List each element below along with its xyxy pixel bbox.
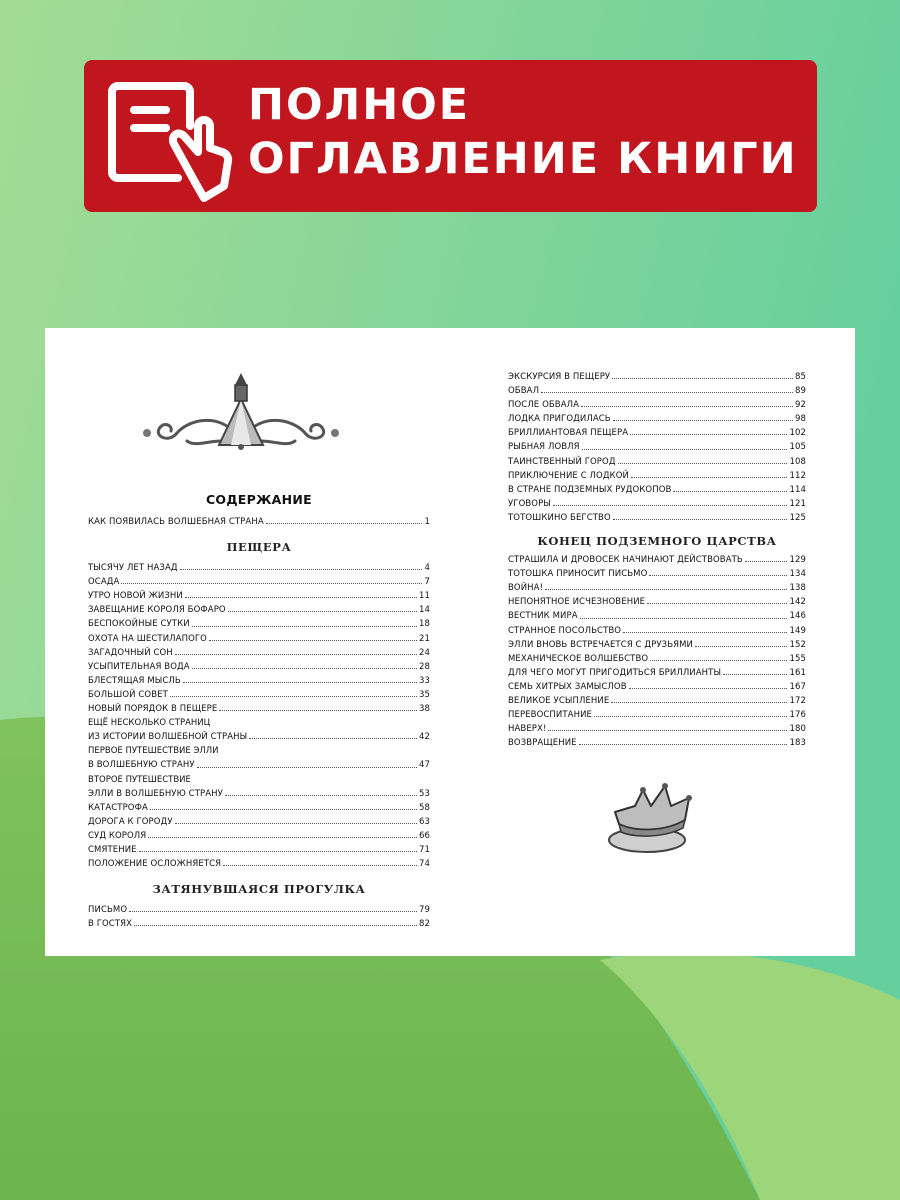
toc-entry-title: ТОТОШКА ПРИНОСИТ ПИСЬМО xyxy=(508,569,648,580)
toc-entry-title: БРИЛЛИАНТОВАЯ ПЕЩЕРА xyxy=(508,428,629,439)
toc-entry-page: 152 xyxy=(789,639,806,650)
toc-entry-title: УТРО НОВОЙ ЖИЗНИ xyxy=(88,591,183,602)
toc-entry-page: 24 xyxy=(418,647,430,658)
toc-entry[interactable] xyxy=(88,843,430,857)
toc-entry[interactable] xyxy=(88,688,430,702)
toc-entry-line: ВТОРОЕ ПУТЕШЕСТВИЕ xyxy=(88,774,191,785)
toc-entry-title: ТОТОШКИНО БЕГСТВО xyxy=(508,512,611,523)
toc-leader-dots xyxy=(180,569,423,570)
toc-entry-title: НОВЫЙ ПОРЯДОК В ПЕЩЕРЕ xyxy=(88,704,218,715)
toc-entry[interactable] xyxy=(88,674,430,688)
toc-entry[interactable] xyxy=(508,624,806,638)
toc-right-column xyxy=(508,370,806,750)
toc-leader-dots xyxy=(249,738,417,739)
toc-entry-title: ВОЗВРАЩЕНИЕ xyxy=(508,738,577,749)
toc-leader-dots xyxy=(649,575,787,576)
toc-entry[interactable] xyxy=(508,497,806,511)
toc-entry-page: 4 xyxy=(424,563,430,574)
toc-entry-page: 11 xyxy=(418,591,430,602)
toc-entry-page: 21 xyxy=(418,633,430,644)
toc-entry-page: 58 xyxy=(418,802,430,813)
toc-entry-page: 47 xyxy=(418,760,430,771)
toc-entry-page: 28 xyxy=(418,661,430,672)
toc-entry-page: 85 xyxy=(794,372,806,382)
toc-leader-dots xyxy=(673,491,787,492)
toc-entry-page: 105 xyxy=(789,442,806,453)
toc-intro xyxy=(88,515,430,529)
toc-leader-dots xyxy=(150,809,417,810)
toc-entry-page: 102 xyxy=(789,428,806,439)
toc-entry-page: 74 xyxy=(418,859,430,870)
toc-entry-page: 112 xyxy=(789,470,806,481)
toc-entry-page: 142 xyxy=(789,597,806,608)
toc-leader-dots xyxy=(582,449,788,450)
toc-entry[interactable] xyxy=(88,617,430,631)
toc-leader-dots xyxy=(223,865,417,866)
toc-leader-dots xyxy=(225,795,417,796)
toc-entry[interactable] xyxy=(508,398,806,412)
toc-entry-title: ОБВАЛ xyxy=(508,386,540,397)
toc-entry[interactable] xyxy=(88,787,430,801)
toc-entry[interactable] xyxy=(508,440,806,454)
toc-entry-page: 146 xyxy=(789,611,806,622)
toc-entry-title: БЕСПОКОЙНЫЕ СУТКИ xyxy=(88,619,190,630)
toc-entry[interactable] xyxy=(508,412,806,426)
section-title: ПЕЩЕРА xyxy=(226,540,292,555)
toc-entry[interactable] xyxy=(88,603,430,617)
toc-entry-title: ПОСЛЕ ОБВАЛА xyxy=(508,400,580,411)
toc-entry[interactable] xyxy=(508,638,806,652)
toc-leader-dots xyxy=(650,660,787,661)
toc-entry-page: 33 xyxy=(418,675,430,686)
toc-entry-title: ЭКСКУРСИЯ В ПЕЩЕРУ xyxy=(508,372,611,382)
crown-ornament-icon xyxy=(137,371,345,453)
toc-entry[interactable] xyxy=(508,708,806,722)
toc-entry[interactable] xyxy=(88,632,430,646)
toc-entry-title: ЛОДКА ПРИГОДИЛАСЬ xyxy=(508,414,611,425)
toc-entry-title: ВЕСТНИК МИРА xyxy=(508,611,578,622)
toc-entry-title: ТЫСЯЧУ ЛЕТ НАЗАД xyxy=(88,563,178,574)
toc-entry[interactable] xyxy=(88,815,430,829)
toc-entry-title: РЫБНАЯ ЛОВЛЯ xyxy=(508,442,580,453)
toc-entry-title: ПОЛОЖЕНИЕ ОСЛОЖНЯЕТСЯ xyxy=(88,859,222,870)
toc-entry[interactable] xyxy=(508,553,806,567)
book-page xyxy=(45,328,855,956)
toc-leader-dots xyxy=(541,392,793,393)
toc-entry-page: 66 xyxy=(418,830,430,841)
toc-leader-dots xyxy=(192,626,417,627)
toc-leader-dots xyxy=(175,654,417,655)
toc-entry[interactable] xyxy=(88,515,430,529)
toc-entry-page: 79 xyxy=(418,905,430,916)
toc-entry-title: В СТРАНЕ ПОДЗЕМНЫХ РУДОКОПОВ xyxy=(508,484,672,495)
toc-entry-page: 149 xyxy=(789,625,806,636)
toc-entry-title: СМЯТЕНИЕ xyxy=(88,844,137,855)
toc-entry-page: 42 xyxy=(418,732,430,743)
toc-entry-title: УГОВОРЫ xyxy=(508,498,551,509)
fallen-crown-icon xyxy=(605,776,705,858)
toc-entry[interactable] xyxy=(88,829,430,843)
section-title: ЗАТЯНУВШАЯСЯ ПРОГУЛКА xyxy=(152,882,366,897)
toc-entry-title: ВОЙНА! xyxy=(508,583,544,594)
toc-leader-dots xyxy=(612,378,793,379)
toc-leader-dots xyxy=(209,640,417,641)
toc-entry-page: 1 xyxy=(424,517,430,527)
toc-entry-page: 71 xyxy=(418,844,430,855)
toc-leader-dots xyxy=(580,618,788,619)
toc-entry-page: 180 xyxy=(789,724,806,735)
toc-entry-title: МЕХАНИЧЕСКОЕ ВОЛШЕБСТВО xyxy=(508,653,649,664)
toc-leader-dots xyxy=(647,603,787,604)
toc-entry-title: ЭЛЛИ В ВОЛШЕБНУЮ СТРАНУ xyxy=(88,788,223,799)
toc-entry-title: ДЛЯ ЧЕГО МОГУТ ПРИГОДИТЬСЯ БРИЛЛИАНТЫ xyxy=(508,667,722,678)
toc-entry[interactable] xyxy=(508,483,806,497)
toc-entry-line: ПЕРВОЕ ПУТЕШЕСТВИЕ ЭЛЛИ xyxy=(88,746,219,757)
toc-entry[interactable] xyxy=(508,581,806,595)
toc-entry[interactable] xyxy=(88,730,430,744)
toc-entry[interactable] xyxy=(88,702,430,716)
toc-leader-dots xyxy=(618,463,788,464)
toc-entry-page: 14 xyxy=(418,605,430,616)
toc-entry-page: 35 xyxy=(418,689,430,700)
toc-entry[interactable] xyxy=(508,370,806,384)
toc-entry-title: УСЫПИТЕЛЬНАЯ ВОДА xyxy=(88,661,190,672)
toc-leader-dots xyxy=(183,682,417,683)
toc-entry-title: ИЗ ИСТОРИИ ВОЛШЕБНОЙ СТРАНЫ xyxy=(88,732,248,743)
toc-entry-page: 167 xyxy=(789,681,806,692)
toc-leader-dots xyxy=(192,668,417,669)
toc-entry-page: 82 xyxy=(418,919,430,930)
toc-entry-title: ОХОТА НА ШЕСТИЛАПОГО xyxy=(88,633,207,644)
toc-entry-title: ОСАДА xyxy=(88,577,120,588)
toc-entry-title: В ВОЛШЕБНУЮ СТРАНУ xyxy=(88,760,195,771)
toc-entry[interactable] xyxy=(508,426,806,440)
toc-entry[interactable] xyxy=(508,595,806,609)
toc-entry-page: 176 xyxy=(789,710,806,721)
toc-entry[interactable] xyxy=(88,857,430,871)
toc-entry-page: 38 xyxy=(418,704,430,715)
toc-entry-page: 7 xyxy=(424,577,430,588)
toc-entry-page: 98 xyxy=(794,414,806,425)
toc-entry[interactable] xyxy=(508,722,806,736)
toc-leader-dots xyxy=(723,674,787,675)
toc-leader-dots xyxy=(611,702,787,703)
toc-entry-title: ПИСЬМО xyxy=(88,905,128,916)
toc-entry-title: ПЕРЕВОСПИТАНИЕ xyxy=(508,710,592,721)
toc-leader-dots xyxy=(175,823,417,824)
toc-entry-title: ПРИКЛЮЧЕНИЕ С ЛОДКОЙ xyxy=(508,470,629,481)
toc-entry-title: СТРАШИЛА И ДРОВОСЕК НАЧИНАЮТ ДЕЙСТВОВАТЬ xyxy=(508,555,743,566)
toc-entry[interactable] xyxy=(508,511,806,525)
banner-title-line2: ОГЛАВЛЕНИЕ КНИГИ xyxy=(248,134,798,184)
toc-entry-title: В ГОСТЯХ xyxy=(88,919,133,930)
toc-entry[interactable] xyxy=(88,589,430,603)
toc-entry[interactable] xyxy=(88,801,430,815)
toc-entry-page: 129 xyxy=(789,555,806,566)
toc-entry-page: 92 xyxy=(794,400,806,411)
toc-entry-title: БЛЕСТЯЩАЯ МЫСЛЬ xyxy=(88,675,181,686)
toc-entry[interactable] xyxy=(508,609,806,623)
section-title: КОНЕЦ ПОДЗЕМНОГО ЦАРСТВА xyxy=(537,534,777,549)
toc-entry[interactable] xyxy=(88,646,430,660)
toc-entry[interactable] xyxy=(88,660,430,674)
toc-entry-page: 161 xyxy=(789,667,806,678)
toc-entry[interactable] xyxy=(508,455,806,469)
toc-leader-dots xyxy=(581,406,793,407)
toc-entry-title: БОЛЬШОЙ СОВЕТ xyxy=(88,689,168,700)
toc-entry[interactable] xyxy=(508,666,806,680)
toc-entry-title: СТРАННОЕ ПОСОЛЬСТВО xyxy=(508,625,622,636)
toc-entry-page: 134 xyxy=(789,569,806,580)
toc-entry-page: 121 xyxy=(789,498,806,509)
toc-leader-dots xyxy=(148,837,417,838)
toc-leader-dots xyxy=(594,716,787,717)
banner-title-line1: ПОЛНОЕ xyxy=(248,80,471,130)
toc-title: СОДЕРЖАНИЕ xyxy=(205,492,313,507)
toc-entry[interactable] xyxy=(508,469,806,483)
toc-entry-title: СЕМЬ ХИТРЫХ ЗАМЫСЛОВ xyxy=(508,681,627,692)
toc-entry-page: 138 xyxy=(789,583,806,594)
toc-entry[interactable] xyxy=(508,384,806,398)
toc-leader-dots xyxy=(197,767,417,768)
toc-entry-page: 108 xyxy=(789,456,806,467)
toc-entry[interactable] xyxy=(88,903,430,917)
toc-entry[interactable] xyxy=(88,917,430,931)
toc-entry[interactable] xyxy=(508,694,806,708)
toc-entry-title: СУД КОРОЛЯ xyxy=(88,830,147,841)
toc-entry-title: ЭЛЛИ ВНОВЬ ВСТРЕЧАЕТСЯ С ДРУЗЬЯМИ xyxy=(508,639,694,650)
toc-entry-page: 63 xyxy=(418,816,430,827)
toc-entry[interactable] xyxy=(508,680,806,694)
toc-entry-title: ТАИНСТВЕННЫЙ ГОРОД xyxy=(508,456,616,467)
toc-leader-dots xyxy=(134,925,417,926)
toc-leader-dots xyxy=(548,730,787,731)
toc-entry[interactable] xyxy=(88,758,430,772)
toc-entry-title: НАВЕРХ! xyxy=(508,724,547,735)
toc-entry-page: 172 xyxy=(789,695,806,706)
toc-leader-dots xyxy=(553,505,788,506)
toc-entry-page: 89 xyxy=(794,386,806,397)
toc-left-column xyxy=(88,491,430,931)
toc-leader-dots xyxy=(139,851,417,852)
toc-leader-dots xyxy=(613,420,793,421)
toc-entry-title: НЕПОНЯТНОЕ ИСЧЕЗНОВЕНИЕ xyxy=(508,597,646,608)
toc-entry[interactable] xyxy=(508,736,806,750)
toc-entry-page: 125 xyxy=(789,512,806,523)
toc-leader-dots xyxy=(266,523,423,524)
toc-leader-dots xyxy=(629,688,788,689)
toc-leader-dots xyxy=(219,710,417,711)
toc-entry-page: 155 xyxy=(789,653,806,664)
toc-leader-dots xyxy=(613,519,788,520)
toc-entry-page: 183 xyxy=(789,738,806,749)
toc-entry-title: КАК ПОЯВИЛАСЬ ВОЛШЕБНАЯ СТРАНА xyxy=(88,517,264,527)
toc-leader-dots xyxy=(228,611,417,612)
toc-entry[interactable] xyxy=(88,561,430,575)
toc-entry-page: 18 xyxy=(418,619,430,630)
toc-leader-dots xyxy=(630,434,787,435)
toc-leader-dots xyxy=(695,646,787,647)
toc-leader-dots xyxy=(545,589,787,590)
toc-leader-dots xyxy=(579,744,788,745)
toc-leader-dots xyxy=(121,583,422,584)
toc-entry-title: КАТАСТРОФА xyxy=(88,802,148,813)
toc-leader-dots xyxy=(185,597,417,598)
toc-entry-page: 114 xyxy=(789,484,806,495)
toc-leader-dots xyxy=(631,477,788,478)
toc-leader-dots xyxy=(745,561,788,562)
toc-entry-page: 53 xyxy=(418,788,430,799)
toc-entry[interactable] xyxy=(508,567,806,581)
banner-title xyxy=(248,78,798,186)
toc-leader-dots xyxy=(170,696,417,697)
toc-entry-title: ЗАВЕЩАНИЕ КОРОЛЯ БОФАРО xyxy=(88,605,226,616)
toc-entry[interactable] xyxy=(88,575,430,589)
toc-entry-title: ДОРОГА К ГОРОДУ xyxy=(88,816,173,827)
toc-entry-title: ВЕЛИКОЕ УСЫПЛЕНИЕ xyxy=(508,695,610,706)
toc-entry[interactable] xyxy=(508,652,806,666)
toc-leader-dots xyxy=(623,632,787,633)
toc-entry-line: ЕЩЁ НЕСКОЛЬКО СТРАНИЦ xyxy=(88,718,211,729)
toc-leader-dots xyxy=(129,911,417,912)
document-hand-icon xyxy=(104,78,240,202)
toc-entry-title: ЗАГАДОЧНЫЙ СОН xyxy=(88,647,173,658)
